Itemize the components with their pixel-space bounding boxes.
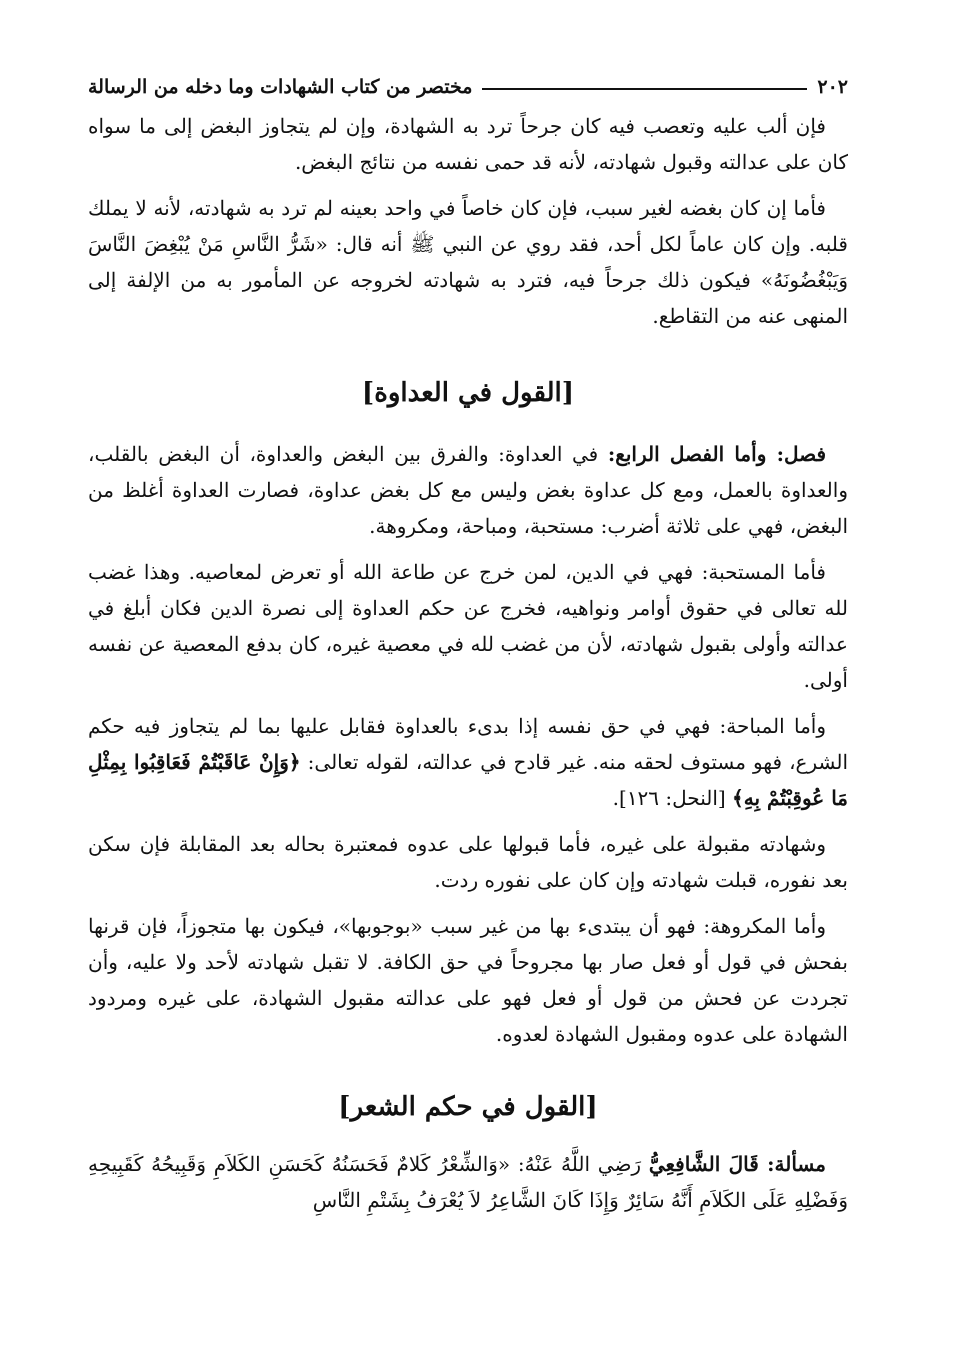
paragraph-8-body: رَضِي اللَّهُ عَنْهُ: «وَالشِّعْرُ كَلامٌ فَحَسَنُهُ كَحَسَنِ الكَلاَمِ وَقَبِيحُهُ كَقَبِيحِهِ وَفَضْلِهِ عَلَى الكَلاَمِ أَنَّهُ سَائِرٌ وَإِذَا كَانَ الشَّاعِرُ لاَ يُعْرَفُ بِشَتْمِ النَّاسِ (88, 1152, 848, 1212)
header-rule (482, 88, 807, 90)
paragraph-gap (88, 898, 848, 908)
paragraph-4: فأما المستحبة: فهي في الدين، لمن خرج عن طاعة الله أو تعرض لمعاصيه. وهذا غضب لله تعالى في حقوق أوامر ونواهيه، فخرج عن حكم العداوة إلى نصرة الدين فكان أبلغ في عدالته وأولى بقبول شهادته، لأن من غضب لله في معصية غيره، كان بدفع المعصية عن نفسه أولى. (88, 560, 848, 692)
paragraph-gap (88, 544, 848, 554)
header-title: مختصر من كتاب الشهادات وما دخله من الرسالة (88, 76, 473, 98)
paragraph-7: وأما المكروهة: فهو أن يبتدىء بها من غير سبب «بوجوبها»، فيكون بها متجوزاً، فإن قرنها بفحش في قول أو فعل صار بها مجروحاً في حق الكافة. لا تقبل شهادته لأحد ولا عليه، وأن تجردت عن فحش من قول أو فعل فهو على عدالته مقبول الشهادة، على غيره ومردود الشهادة على عدوه ومقبول الشهادة لعدوه. (88, 914, 848, 1046)
paragraph-5-text: وأما المباحة: فهي في حق نفسه إذا بدىء بالعداوة فقابل عليها بما لم يتجاوز فيه حكم الشرع، فهو مستوف لحقه منه. غير قادح في عدالته، لقوله تعالى: (88, 714, 848, 774)
paragraph-3-body: في العداوة: والفرق بين البغض والعداوة، أن البغض بالقلب، والعداوة بالعمل، ومع كل عداوة بغض وليس مع كل بغض عداوة، فصارت العداوة أغلظ من البغض، فهي على ثلاثة أضرب: مستحبة، ومباحة، ومكروهة. (88, 442, 848, 538)
verse-reference: [النحل: ١٢٦]. (612, 786, 726, 810)
paragraph-6: وشهادته مقبولة على غيره، فأما قبولها على عدوه فمعتبرة بحاله بعد المقابلة فإن سكن بعد نفوره، قبلت شهادته وإن كان على نفوره ردت. (88, 832, 848, 892)
section-title-poetry: [القول في حكم الشعر] (338, 1092, 598, 1122)
paragraph-gap (88, 180, 848, 190)
section-gap (88, 1052, 848, 1092)
paragraph-5 (88, 708, 848, 816)
page-number: ٢٠٢ (817, 76, 848, 98)
section-gap (88, 408, 848, 436)
section-title-enmity: [القول في العداوة] (361, 378, 575, 408)
paragraph-gap (88, 698, 848, 708)
quran-verse: ﴿وَإِنْ عَاقَبْتُمْ فَعَاقِبُوا بِمِثْلِ مَا عُوقِبْتُمْ بِهِ﴾ (88, 750, 848, 810)
paragraph-2: فأما إن كان بغضه لغير سبب، فإن كان خاصاً في واحد بعينه لم ترد به شهادته، لأنه لا يملك قلبه. وإن كان عاماً لكل أحد، فقد روي عن النبي ﷺ أنه قال: «شَرُّ النَّاسِ مَنْ يُبْغِضَ النَّاسَ وَيَبْغُضُونَهُ» فيكون ذلك جرحاً فيه، فترد به شهادته لخروجه عن المأمور به من الإلفة إلى المنهى عنه من التقاطع. (88, 196, 848, 328)
running-header (88, 72, 848, 102)
paragraph-3-lead: فصل: وأما الفصل الرابع: (607, 442, 827, 466)
paragraph-8 (88, 1146, 848, 1218)
document-page (88, 72, 848, 1362)
section-gap (88, 334, 848, 378)
paragraph-3 (88, 436, 848, 544)
paragraph-gap (88, 816, 848, 826)
paragraph-8-lead: مسألة: قَالَ الشَّافِعِيُّ (648, 1152, 826, 1176)
paragraph-1: فإن ألب عليه وتعصب فيه كان جرحاً ترد به الشهادة، وإن لم يتجاوز البغض إلى ما سواه كان على عدالته وقبول شهادته، لأنه قد حمى نفسه من نتائج البغض. (88, 114, 848, 174)
section-gap (88, 1122, 848, 1146)
